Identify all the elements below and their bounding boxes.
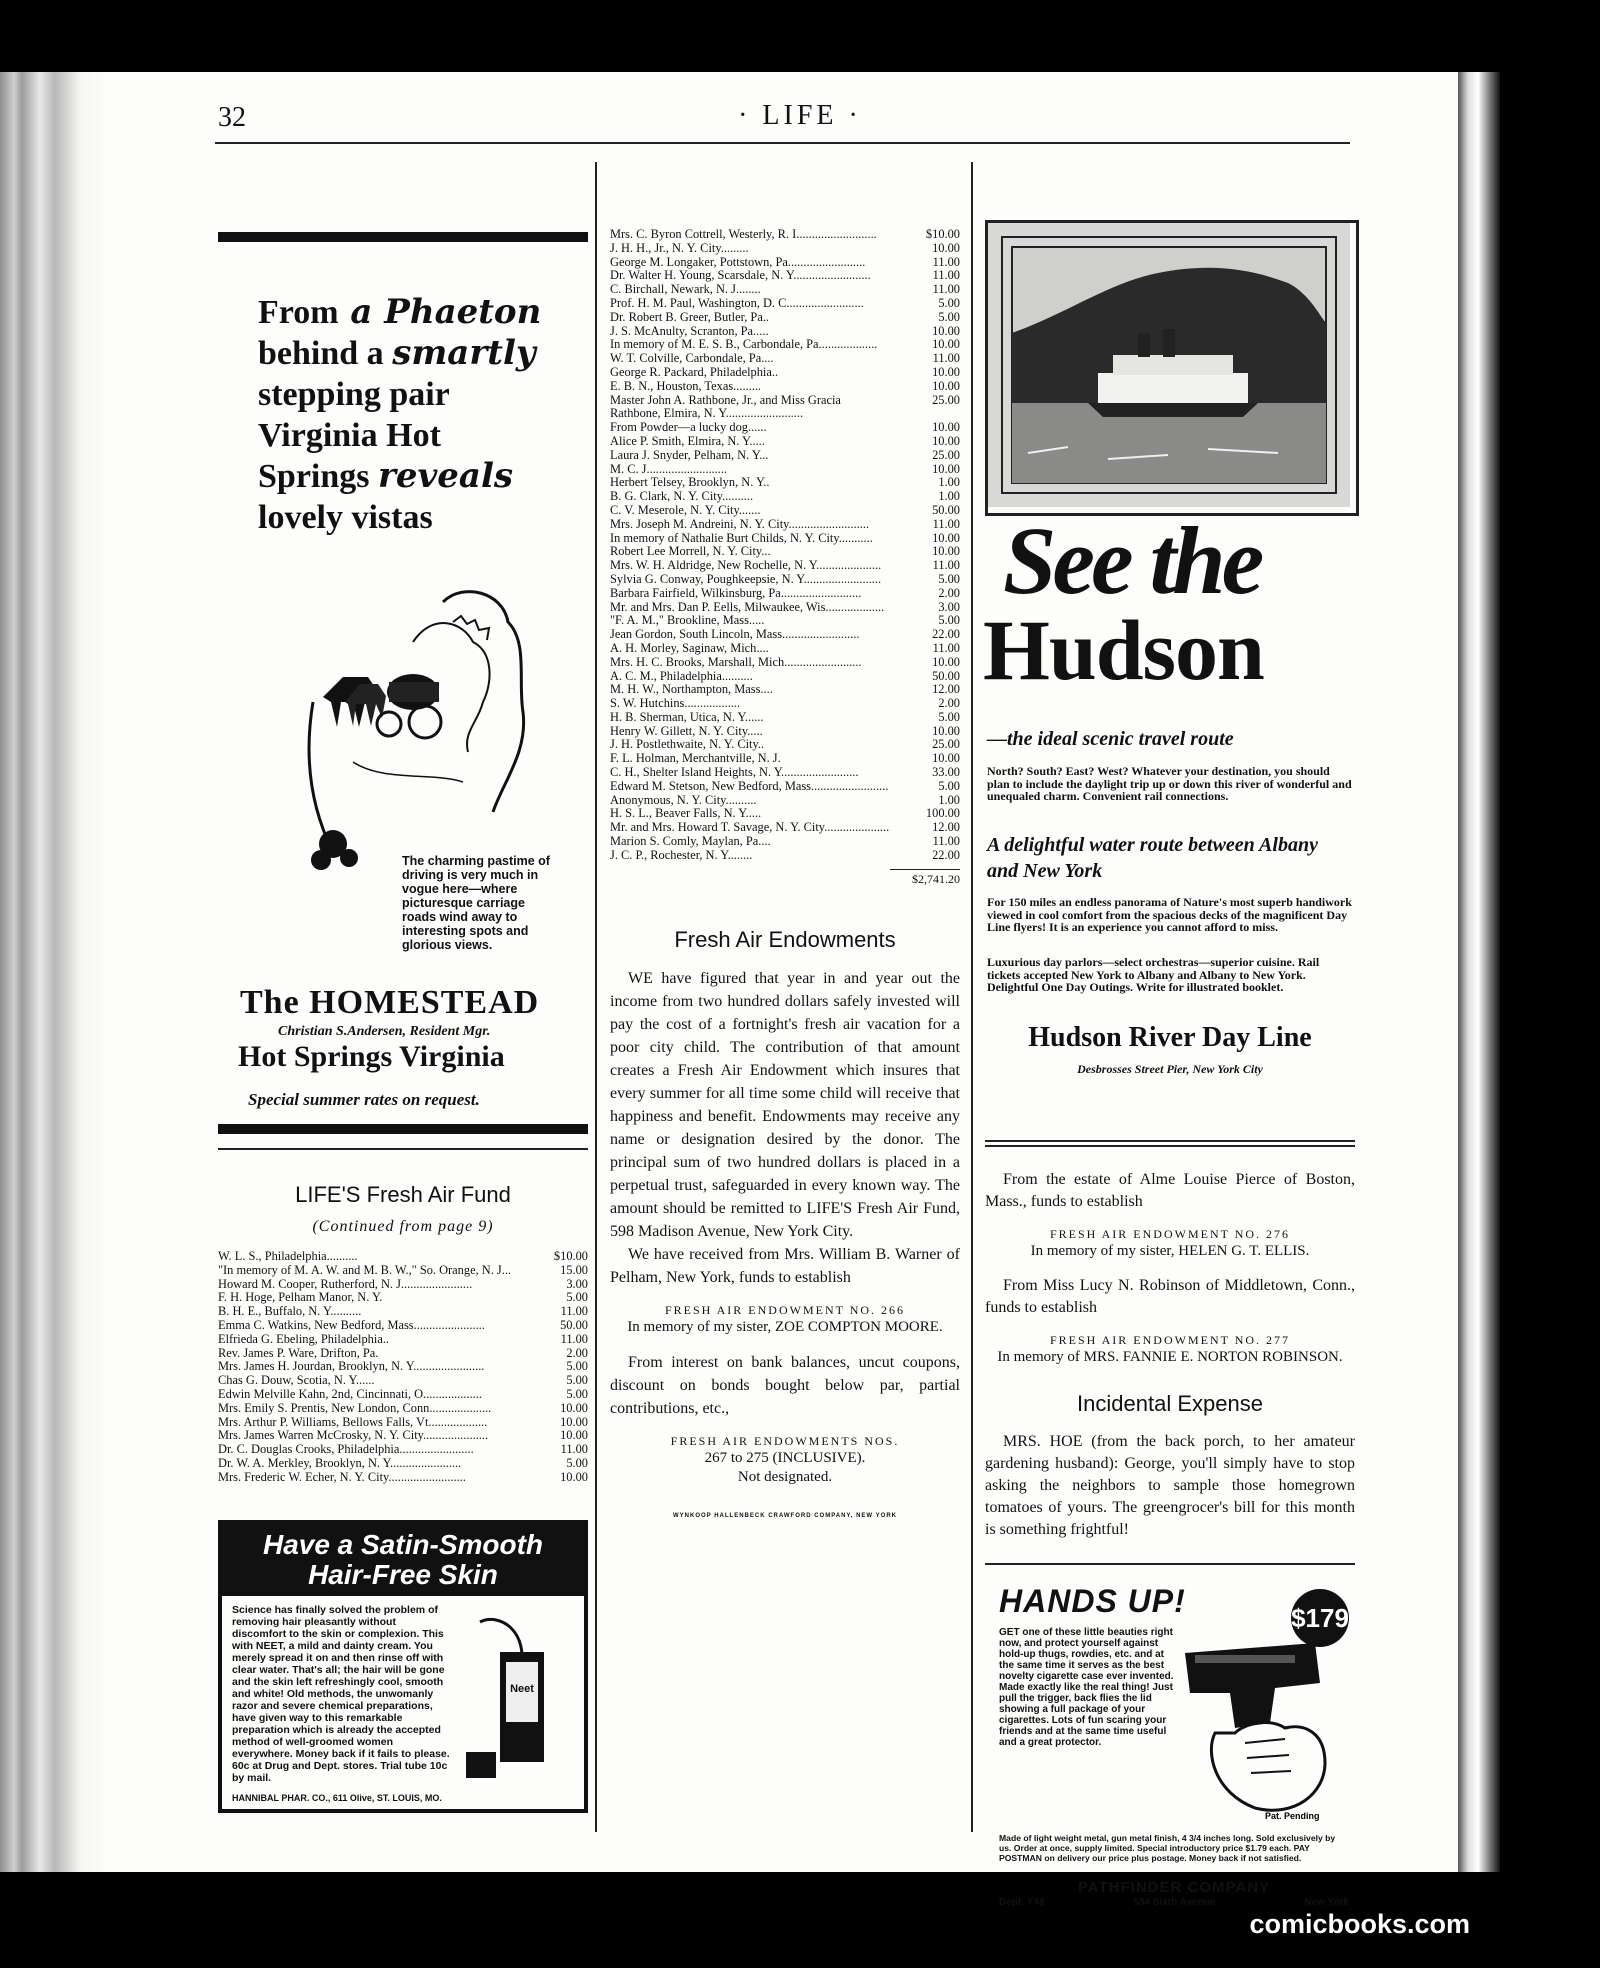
donor-row (610, 532, 960, 546)
estate-paragraph: From the estate of Alme Louise Pierce of Boston, Mass., funds to establish (985, 1171, 1355, 1210)
donor-amount: 1.00 (938, 489, 960, 504)
donor-row (218, 1291, 588, 1305)
headline-text: behind a (258, 335, 393, 372)
hudson-paragraph: North? South? East? West? Whatever your destination, you should plan to include the daylight trip up or down this river of wonderful and unequaled charm. Convenient rail connections. (987, 764, 1352, 803)
page-edge (1458, 72, 1500, 1872)
patent-pending: Pat. Pending (1265, 1811, 1320, 1821)
section-rule (218, 1148, 588, 1150)
hair-ad-company: HANNIBAL PHAR. CO., 611 Olive, ST. LOUIS, MO. (232, 1792, 442, 1803)
donor-row (218, 1429, 588, 1443)
donor-row (610, 711, 960, 725)
donor-name: Laura J. Snyder, Pelham, N. Y... (610, 447, 769, 462)
donor-name: Alice P. Smith, Elmira, N. Y..... (610, 433, 765, 448)
hudson-pier: Desbrosses Street Pier, New York City (1077, 1062, 1263, 1076)
donor-name: Dr. C. Douglas Crooks, Philadelphia........................ (218, 1442, 474, 1457)
donor-name: C. Birchall, Newark, N. J........ (610, 282, 761, 297)
hair-ad-headline-2: Hair-Free Skin (308, 1558, 498, 1590)
endowments-paragraph: WE have figured that year in and year out the income from two hundred dollars safely invested will pay the cost of a fortnight's fresh air vacation for a poor city child. The contribution of that amount creates a Fresh Air Endowment which insures that every summer for all time some child will receive that happiness and benefit. Endowments may receive any name or designation desired by the donor. The principal sum of two hundred dollars is placed in a perpetual trust, safeguarded in every known way. The amount should be remitted to LIFE'S Fresh Air Fund, 598 Madison Avenue, New York City. (610, 969, 960, 1240)
donor-amount: 1.00 (938, 792, 960, 807)
donor-name: J. S. McAnulty, Scranton, Pa..... (610, 323, 769, 338)
endowment-267-range: 267 to 275 (INCLUSIVE). (704, 1449, 866, 1466)
donor-name: Mrs. Arthur P. Williams, Bellows Falls, Vt................... (218, 1414, 488, 1429)
donor-amount: 5.00 (938, 571, 960, 586)
donor-name: Dr. W. A. Merkley, Brooklyn, N. Y....................... (218, 1455, 462, 1470)
hands-up-address (999, 1897, 1349, 1908)
donor-row (218, 1319, 588, 1333)
donor-amount: 5.00 (938, 778, 960, 793)
pistol-hand-illustration (1175, 1633, 1335, 1823)
donor-row (610, 628, 960, 642)
donor-row (218, 1333, 588, 1347)
hudson-paragraph: Luxurious day parlors—select orchestras—superior cuisine. Rail tickets accepted New York to Albany and Albany to New York. Delightful One Day Outings. Write for illustrated booklet. (987, 955, 1320, 994)
homestead-rates: Special summer rates on request. (248, 1090, 480, 1109)
headline-text: Virginia Hot (258, 417, 441, 454)
column-divider (595, 162, 597, 1832)
donor-row (610, 725, 960, 739)
donor-amount: 10.00 (560, 1428, 588, 1443)
donor-name: F. L. Holman, Merchantville, N. J. (610, 751, 781, 766)
donor-name: J. C. P., Rochester, N. Y........ (610, 847, 753, 862)
endowment-276-memorial: In memory of my sister, HELEN G. T. ELLIS. (1030, 1243, 1310, 1259)
donor-name: Mrs. Emily S. Prentis, New London, Conn.................... (218, 1400, 492, 1415)
donor-amount: 11.00 (932, 351, 960, 366)
hudson-day-line: Hudson River Day Line (1028, 1022, 1312, 1053)
section-rule (985, 1145, 1355, 1147)
donor-amount: 2.00 (938, 585, 960, 600)
donor-amount: 10.00 (932, 240, 960, 255)
donor-row (610, 297, 960, 311)
donor-name: Mrs. C. Byron Cottrell, Westerly, R. I.......................... (610, 227, 877, 241)
column-1 (218, 162, 588, 1813)
donor-amount: 11.00 (932, 254, 960, 269)
donor-row (218, 1471, 588, 1485)
header-rule (215, 142, 1350, 144)
donor-amount: 5.00 (938, 295, 960, 310)
donor-name: F. H. Hoge, Pelham Manor, N. Y. (218, 1290, 383, 1305)
donor-list (218, 1250, 588, 1485)
donor-amount: 10.00 (932, 420, 960, 435)
endowment-277: FRESH AIR ENDOWMENT NO. 277 (1049, 1333, 1291, 1347)
homestead-headline-line (258, 456, 541, 497)
donor-row (610, 311, 960, 325)
page-number: 32 (218, 102, 246, 133)
endowments-text (610, 967, 960, 1289)
product-tube-illustration (460, 1612, 570, 1782)
donor-row (610, 449, 960, 463)
endowments-paragraph: We have received from Mrs. William B. Warner of Pelham, New York, funds to establish (610, 1245, 960, 1286)
donor-name: W. T. Colville, Carbondale, Pa.... (610, 351, 774, 366)
donor-amount: 25.00 (932, 737, 960, 752)
donor-row (610, 559, 960, 573)
hands-up-details: Made of light weight metal, gun metal finish, 4 3/4 inches long. Sold exclusively by us. Order at once, supply limited. Special introductory price $1.79 each. PAY POSTMAN on delivery our price plus postage. Money back if not satisfied. (999, 1833, 1336, 1863)
hudson-picture-frame (985, 220, 1359, 516)
homestead-place: Hot Springs Virginia (238, 1040, 505, 1073)
donor-name: Henry W. Gillett, N. Y. City..... (610, 723, 763, 738)
donor-name: C. H., Shelter Island Heights, N. Y......................... (610, 765, 859, 780)
donor-amount: 10.00 (932, 461, 960, 476)
price-badge: $179 (1291, 1589, 1349, 1647)
donor-name: Dr. Walter H. Young, Scarsdale, N. Y......................... (610, 268, 871, 283)
donor-name: Dr. Robert B. Greer, Butler, Pa.. (610, 309, 770, 324)
hudson-paragraph: For 150 miles an endless panorama of Nature's most superb handiwork viewed in cool comfort from the spacious decks of the magnificent Day Line flyers! It is an experience you cannot afford to miss. (987, 895, 1352, 934)
hudson-see-the: See the (1003, 507, 1261, 614)
donor-row (610, 283, 960, 297)
donor-row (610, 587, 960, 601)
col3-text (985, 1169, 1355, 1213)
hands-up-city: New York (1304, 1897, 1349, 1908)
donor-name: In memory of Nathalie Burt Childs, N. Y. City........... (610, 530, 873, 545)
donor-row (610, 738, 960, 752)
column-2 (610, 162, 960, 1519)
donor-row (610, 656, 960, 670)
donor-row (610, 766, 960, 780)
donor-row (218, 1278, 588, 1292)
incidental-paragraph: MRS. HOE (from the back porch, to her amateur gardening husband): George, you'll simply have to stop asking the neighbors to sample those homegrown tomatoes of yours. The greengrocer's bill for this month is something frightful! (985, 1433, 1355, 1538)
donor-name: Edwin Melville Kahn, 2nd, Cincinnati, O................... (218, 1386, 482, 1401)
donor-amount: 5.00 (938, 709, 960, 724)
donor-name: Mr. and Mrs. Howard T. Savage, N. Y. City..................... (610, 820, 890, 835)
column-divider (971, 162, 973, 1832)
donor-row (610, 614, 960, 628)
donor-name: Emma C. Watkins, New Bedford, Mass....................... (218, 1317, 485, 1332)
donor-amount: 5.00 (566, 1373, 588, 1388)
donor-amount: $10.00 (553, 1249, 588, 1263)
homestead-manager: Christian S.Andersen, Resident Mgr. (278, 1024, 491, 1039)
donor-name: C. V. Meserole, N. Y. City....... (610, 502, 761, 517)
donor-name: J. H. H., Jr., N. Y. City......... (610, 240, 749, 255)
donor-amount: 5.00 (566, 1386, 588, 1401)
donor-amount: 1.00 (938, 475, 960, 490)
donor-row (218, 1347, 588, 1361)
homestead-ad (218, 242, 588, 1109)
donor-amount: 11.00 (932, 268, 960, 283)
donor-name: H. S. L., Beaver Falls, N. Y..... (610, 806, 762, 821)
donor-amount: 22.00 (932, 627, 960, 642)
donor-row (610, 256, 960, 270)
donor-name: Mrs. W. H. Aldridge, New Rochelle, N. Y..................... (610, 558, 882, 573)
donor-row (610, 490, 960, 504)
donor-amount: 10.00 (932, 433, 960, 448)
donor-name: George R. Packard, Philadelphia.. (610, 364, 779, 379)
hands-up-body: GET one of these little beauties right now, and protect yourself against hold-up thugs, rowdies, etc. and at the same time it serves as the best novelty cigarette case ever invented. Made exactly like the real thing! Just pull the trigger, back flies the lid showing a full package of your cigarettes. Lots of fun scaring your friends and at the same time useful and a great protector. (999, 1627, 1174, 1748)
col3-text (985, 1275, 1355, 1319)
donor-row (610, 435, 960, 449)
hudson-subhead: A delightful water route between Albany and New York (987, 834, 1318, 882)
donor-row (610, 325, 960, 339)
donor-amount: 100.00 (925, 806, 960, 821)
fund-continued: (Continued from page 9) (312, 1218, 494, 1235)
section-rule (985, 1140, 1355, 1142)
donor-amount: 10.00 (932, 364, 960, 379)
endowment-277-memorial: In memory of MRS. FANNIE E. NORTON ROBINSON. (997, 1349, 1343, 1365)
homestead-headline-line (258, 333, 541, 374)
donor-name: Rev. James P. Ware, Drifton, Pa. (218, 1345, 379, 1360)
donor-amount: 50.00 (932, 668, 960, 683)
fund-title: LIFE'S Fresh Air Fund (295, 1182, 511, 1207)
donor-amount: $10.00 (925, 227, 960, 241)
hands-up-dept: Dept. Y48 (999, 1897, 1045, 1908)
donor-name: In memory of M. E. S. B., Carbondale, Pa................... (610, 337, 878, 352)
donor-row (610, 752, 960, 766)
donor-amount: 5.00 (566, 1359, 588, 1374)
steamboat-illustration (988, 223, 1350, 507)
donor-row (610, 269, 960, 283)
headline-text: Springs (258, 458, 378, 495)
donor-name: Master John A. Rathbone, Jr., and Miss Gracia Rathbone, Elmira, N. Y......................... (610, 392, 841, 421)
donor-name: J. H. Postlethwaite, N. Y. City.. (610, 737, 765, 752)
endowments-title: Fresh Air Endowments (674, 926, 896, 952)
donor-row (610, 835, 960, 849)
donor-name: Anonymous, N. Y. City.......... (610, 792, 757, 807)
donor-amount: 11.00 (932, 834, 960, 849)
donor-name: Mrs. James Warren McCrosky, N. Y. City..................... (218, 1428, 489, 1443)
donor-row (218, 1443, 588, 1457)
headline-italic: a Phaeton (338, 292, 542, 332)
donor-name: "In memory of M. A. W. and M. B. W.," So. Orange, N. J... (218, 1262, 512, 1277)
product-label: Neet (510, 1682, 534, 1695)
donor-name: Prof. H. M. Paul, Washington, D. C......................... (610, 295, 864, 310)
donor-name: George M. Longaker, Pottstown, Pa......................... (610, 254, 866, 269)
donor-row (610, 794, 960, 808)
homestead-headline (258, 292, 541, 538)
donor-amount: 10.00 (932, 544, 960, 559)
donor-amount: 25.00 (932, 392, 960, 407)
donor-amount: 10.00 (560, 1469, 588, 1484)
donor-row (610, 228, 960, 242)
donor-amount: 2.00 (566, 1345, 588, 1360)
running-head: · LIFE · (738, 100, 862, 131)
donor-row (610, 807, 960, 821)
donor-row (610, 421, 960, 435)
endowment-266-memorial: In memory of my sister, ZOE COMPTON MOORE. (627, 1318, 943, 1335)
donor-name: W. L. S., Philadelphia.......... (218, 1249, 358, 1263)
headline-text: From (258, 294, 339, 331)
donor-amount: 2.00 (938, 696, 960, 711)
donor-row (610, 504, 960, 518)
donor-amount: 11.00 (932, 558, 960, 573)
donor-row (218, 1305, 588, 1319)
donor-amount: 10.00 (932, 337, 960, 352)
section-rule (985, 1563, 1355, 1565)
donor-row (610, 545, 960, 559)
carriage-illustration (293, 582, 533, 872)
donor-name: H. B. Sherman, Utica, N. Y...... (610, 709, 764, 724)
hair-ad-headline-1: Have a Satin-Smooth (262, 1528, 544, 1560)
donor-name: Jean Gordon, South Lincoln, Mass......................... (610, 627, 860, 642)
donor-amount: 50.00 (560, 1317, 588, 1332)
homestead-name: The HOMESTEAD (240, 984, 540, 1021)
hudson-tagline: —the ideal scenic travel route (987, 728, 1234, 750)
donor-amount: 3.00 (566, 1276, 588, 1291)
hands-up-ad (985, 1583, 1355, 1913)
watermark: comicbooks.com (1249, 1909, 1470, 1939)
donor-name: Mrs. James H. Jourdan, Brooklyn, N. Y....................... (218, 1359, 485, 1374)
hudson-title: Hudson (983, 602, 1264, 698)
donor-amount: 33.00 (932, 765, 960, 780)
donor-amount: 12.00 (932, 682, 960, 697)
donor-amount: 5.00 (938, 309, 960, 324)
donor-amount: 15.00 (560, 1262, 588, 1277)
donor-row (218, 1264, 588, 1278)
donor-name: Robert Lee Morrell, N. Y. City... (610, 544, 771, 559)
donor-name: Sylvia G. Conway, Poughkeepsie, N. Y......................... (610, 571, 882, 586)
donor-row (610, 394, 960, 422)
donor-amount: 5.00 (566, 1290, 588, 1305)
donor-amount: 25.00 (932, 447, 960, 462)
donor-amount: 11.00 (560, 1304, 588, 1319)
donor-name: A. H. Morley, Saginaw, Mich.... (610, 640, 769, 655)
hair-removal-ad (218, 1520, 588, 1813)
donor-name: Mrs. Frederic W. Echer, N. Y. City......................... (218, 1469, 466, 1484)
hair-ad-headline (222, 1524, 584, 1596)
incidental-title: Incidental Expense (1077, 1391, 1263, 1416)
hands-up-company: PATHFINDER COMPANY (1077, 1879, 1271, 1896)
donor-row (610, 683, 960, 697)
donor-row (610, 366, 960, 380)
donor-name: Elfrieda G. Ebeling, Philadelphia.. (218, 1331, 390, 1346)
donor-name: From Powder—a lucky dog...... (610, 420, 767, 435)
donor-row (218, 1360, 588, 1374)
ad-rule (218, 232, 588, 242)
endowments-paragraph: From interest on bank balances, uncut coupons, discount on bonds bought below par, partial contributions, etc., (610, 1353, 960, 1417)
book-spine (0, 72, 110, 1872)
homestead-headline-line (258, 374, 541, 415)
headline-text: lovely vistas (258, 499, 433, 536)
printer-imprint: WYNKOOP HALLENBECK CRAWFORD COMPANY, NEW YORK (672, 1512, 897, 1519)
donor-amount: 10.00 (932, 723, 960, 738)
homestead-headline-line (258, 415, 541, 456)
donor-name: Chas G. Douw, Scotia, N. Y...... (218, 1373, 375, 1388)
magazine-page (0, 72, 1458, 1908)
donor-amount: 11.00 (932, 640, 960, 655)
donor-amount: 11.00 (932, 516, 960, 531)
donor-name: Mr. and Mrs. Dan P. Eells, Milwaukee, Wis................... (610, 599, 885, 614)
donor-row (610, 352, 960, 366)
donor-name: Mrs. Joseph M. Andreini, N. Y. City.......................... (610, 516, 870, 531)
donor-name: B. G. Clark, N. Y. City.......... (610, 489, 754, 504)
hands-up-title: HANDS UP! (999, 1583, 1186, 1619)
endowment-276: FRESH AIR ENDOWMENT NO. 276 (1049, 1227, 1291, 1241)
donor-name: Herbert Telsey, Brooklyn, N. Y.. (610, 475, 770, 490)
donor-amount: 50.00 (932, 502, 960, 517)
fund-total: $2,741.20 (890, 869, 960, 887)
headline-italic: smartly (392, 333, 536, 373)
donor-amount: 3.00 (938, 599, 960, 614)
donor-amount: 22.00 (932, 847, 960, 862)
donor-amount: 10.00 (560, 1414, 588, 1429)
headline-italic: reveals (378, 456, 514, 496)
donor-amount: 10.00 (932, 751, 960, 766)
donor-name: Marion S. Comly, Maylan, Pa.... (610, 834, 771, 849)
donor-row (610, 338, 960, 352)
donor-amount: 10.00 (932, 530, 960, 545)
donor-row (610, 463, 960, 477)
donor-row (610, 518, 960, 532)
donor-row (610, 380, 960, 394)
donor-name: M. C. J.......................... (610, 461, 728, 476)
donor-row (610, 642, 960, 656)
donor-row (218, 1250, 588, 1264)
donor-amount: 11.00 (560, 1442, 588, 1457)
donor-row (610, 670, 960, 684)
donor-amount: 12.00 (932, 820, 960, 835)
donor-row (610, 242, 960, 256)
donor-amount: 10.00 (932, 654, 960, 669)
donor-amount: 10.00 (932, 323, 960, 338)
homestead-caption: The charming pastime of driving is very much in vogue here—where picturesque carriage roads wind away to interesting spots and glorious views. (402, 854, 550, 952)
donor-row (610, 821, 960, 835)
hair-ad-body: Science has finally solved the problem of removing hair pleasantly without discomfort to the skin or complexion. This with NEET, a mild and dainty cream. You merely spread it on and then rinse off with clear water. That's all; the hair will be gone and the skin left refreshingly cool, smooth and white! Old methods, the unwomanly razor and severe chemical preparations, have given way to this remarkable preparation which is already the accepted method of well-groomed women everywhere. Money back if it fails to please. 60c at Drug and Dept. stores. Trial tube 10c by mail. (232, 1603, 450, 1784)
donor-name: M. H. W., Northampton, Mass.... (610, 682, 773, 697)
donor-row (218, 1402, 588, 1416)
donor-row (218, 1416, 588, 1430)
incidental-text (985, 1431, 1355, 1541)
donor-amount: 5.00 (566, 1455, 588, 1470)
donor-amount: 11.00 (932, 282, 960, 297)
donor-name: Howard M. Cooper, Rutherford, N. J....................... (218, 1276, 473, 1291)
endowment-267-note: Not designated. (737, 1468, 833, 1485)
column-3 (985, 162, 1355, 1913)
donor-row (218, 1388, 588, 1402)
donor-name: Mrs. H. C. Brooks, Marshall, Mich......................... (610, 654, 862, 669)
homestead-headline-line (258, 497, 541, 538)
endowment-267: FRESH AIR ENDOWMENTS NOS. (670, 1433, 900, 1448)
endowments-text (610, 1351, 960, 1420)
donor-row (610, 476, 960, 490)
donor-row (218, 1457, 588, 1471)
donor-name: A. C. M., Philadelphia.......... (610, 668, 753, 683)
donor-name: E. B. N., Houston, Texas......... (610, 378, 762, 393)
donor-name: Edward M. Stetson, New Bedford, Mass......................... (610, 778, 889, 793)
donor-amount: 10.00 (560, 1400, 588, 1415)
homestead-headline-line (258, 292, 541, 333)
donor-row (218, 1374, 588, 1388)
donor-amount: 10.00 (932, 378, 960, 393)
endowment-266: FRESH AIR ENDOWMENT NO. 266 (664, 1302, 906, 1317)
donor-amount: 11.00 (560, 1331, 588, 1346)
donor-amount: 5.00 (938, 613, 960, 628)
donor-row (610, 780, 960, 794)
donor-name: Barbara Fairfield, Wilkinsburg, Pa.......................... (610, 585, 862, 600)
donor-list (610, 228, 960, 863)
headline-text: stepping pair (258, 376, 450, 413)
donor-name: B. H. E., Buffalo, N. Y.......... (218, 1304, 362, 1319)
hudson-ad (985, 220, 1355, 1120)
robinson-paragraph: From Miss Lucy N. Robinson of Middletown, Conn., funds to establish (985, 1277, 1355, 1316)
hands-up-street: 534 Sixth Avenue (1133, 1897, 1216, 1908)
donor-row (610, 573, 960, 587)
donor-row (610, 697, 960, 711)
donor-row (610, 849, 960, 863)
donor-name: S. W. Hutchins.................. (610, 696, 741, 711)
donor-name: "F. A. M.," Brookline, Mass..... (610, 613, 765, 628)
donor-row (610, 601, 960, 615)
ad-rule (218, 1124, 588, 1134)
